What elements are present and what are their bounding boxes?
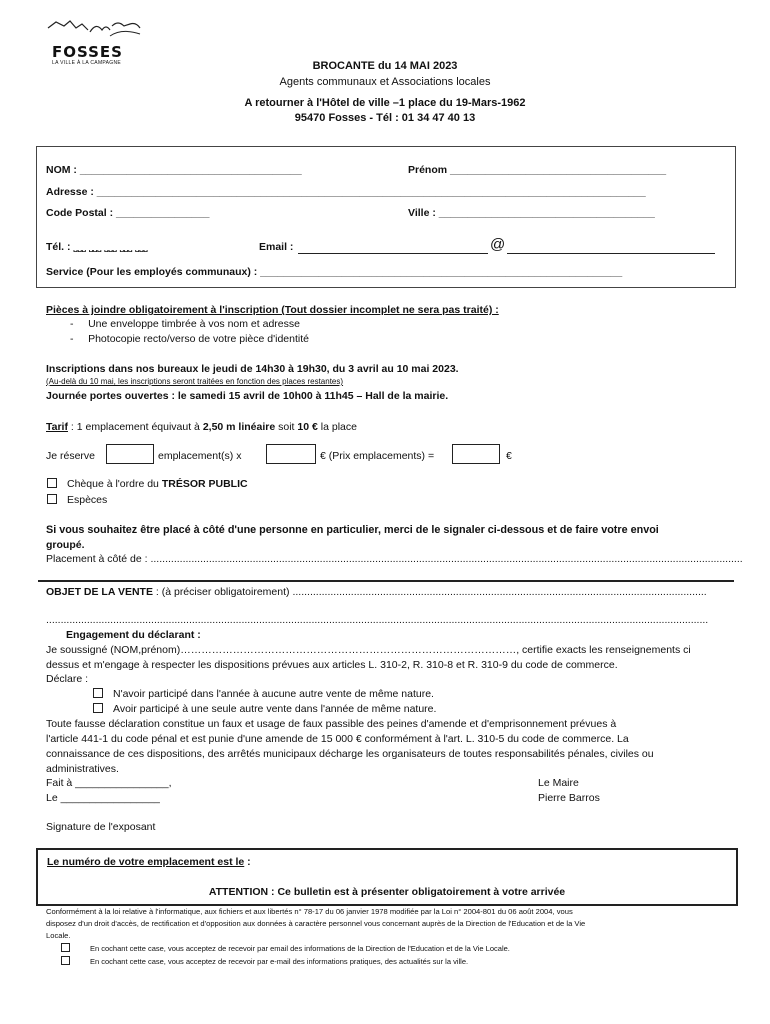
opt2-checkbox[interactable] [93,703,103,713]
code-postal-field[interactable]: Code Postal : ________________ [46,207,210,219]
engagement-p5: l'article 441-1 du code pénal et est punie d'une amende de 15 000 € conformément à l'art. L. 310-5 du code de commerce. La [46,733,629,745]
page-subtitle: Agents communaux et Associations locales [279,76,491,88]
ville-field[interactable]: Ville : _____________________________________ [408,207,655,219]
cheque-checkbox[interactable] [47,478,57,488]
numero-line: Le numéro de votre emplacement est le : [47,856,251,868]
legal-line-1: Conformément à la loi relative à l'informatique, aux fichiers et aux libertés n° 78-17 du 06 janvier 1978 modifiée par la Loi n° 2004-801 du 06 août 2004, vous [46,907,573,916]
prenom-field[interactable]: Prénom _____________________________________ [408,164,667,176]
fait-a-field[interactable]: Fait à ________________, [46,777,172,789]
logo-tagline: LA VILLE À LA CAMPAGNE [52,60,122,66]
objet-dots[interactable]: ................................................................................................................................................................................................................................... [46,614,709,626]
legal-line-2: disposez d'un droit d'accès, de rectification et d'opposition aux données à caractère personnel vous concernant auprès de la Direction de l'Education et de la Vie [46,919,586,928]
logo-name: FOSSES [52,43,123,61]
engagement-p1[interactable]: Je soussigné (NOM,prénom)……………………………………………………………………………………, certifie exacts les renseignements ci [46,644,691,656]
placement-text-2: groupé. [46,539,85,551]
je-reserve-label: Je réserve [46,450,96,462]
especes-checkbox[interactable] [47,494,57,504]
consent-email: En cochant cette case, vous acceptez de recevoir par email des informations de la Direction de l'Education et de la Vie Locale. [61,943,510,953]
nom-field[interactable]: NOM : ______________________________________ [46,164,302,176]
placement-field[interactable]: Placement à côté de : ........................................................................................................................................................................................................... [46,553,743,565]
address-line: 95470 Fosses - Tél : 01 34 47 40 13 [294,112,476,124]
email-domain-line[interactable] [507,253,715,254]
pieces-item-2: - Photocopie recto/verso de votre pièce d'identité [70,333,309,345]
attention-line: ATTENTION : Ce bulletin est à présenter obligatoirement à votre arrivée [208,886,566,898]
consent-email-checkbox[interactable] [61,943,70,952]
engagement-p3: Déclare : [46,673,89,685]
total-input[interactable] [452,444,500,464]
placement-text: Si vous souhaitez être placé à côté d'une personne en particulier, merci de le signaler ci-dessous et de faire votre envoi [46,524,659,536]
return-line: A retourner à l'Hôtel de ville –1 place du 19-Mars-1962 [244,97,526,109]
engagement-p4: Toute fausse déclaration constitue un faux et usage de faux passible des peines d'amende et d'emprisonnement prévues à [46,718,617,730]
portes-ouvertes-line: Journée portes ouvertes : le samedi 15 avril de 10h00 à 11h45 – Hall de la mairie. [46,390,449,402]
engagement-p7: administratives. [46,763,119,775]
engagement-p2: dessus et m'engage à respecter les dispositions prévues aux articles L. 310-2, R. 310-8 et R. 310-9 du code de commerce. [46,659,618,671]
pieces-item-1: - Une enveloppe timbrée à vos nom et adresse [70,318,300,330]
objet-line[interactable]: OBJET DE LA VENTE : (à préciser obligatoirement) .............................................................................................................................................. [46,586,707,598]
signature-label: Signature de l'exposant [46,821,156,833]
euro-label: € [506,450,512,462]
tarif-line: Tarif : 1 emplacement équivaut à 2,50 m linéaire soit 10 € la place [46,421,357,433]
legal-line-3: Locale. [46,931,71,940]
opt1-checkbox[interactable] [93,688,103,698]
page-title: BROCANTE du 14 MAI 2023 [312,60,458,72]
consent-news: En cochant cette case, vous acceptez de recevoir par e-mail des informations pratiques, des actualités sur la ville. [61,956,468,966]
logo-mark-icon [46,18,142,40]
service-field[interactable]: Service (Pour les employés communaux) : ______________________________________________________________ [46,266,623,278]
engagement-heading: Engagement du déclarant : [66,629,201,641]
inscriptions-line: Inscriptions dans nos bureaux le jeudi de 14h30 à 19h30, du 3 avril au 10 mai 2023. [46,363,459,375]
payment-especes: Espèces [47,494,107,506]
payment-cheque: Chèque à l'ordre du TRÉSOR PUBLIC [47,478,248,490]
prix-label: € (Prix emplacements) = [320,450,435,462]
section-divider [38,580,734,582]
tel-field[interactable]: Tél. : ˽˽˽ ˽˽˽ ˽˽˽ ˽˽˽ ˽˽˽ [46,241,148,253]
email-label: Email : [259,241,294,253]
emplacements-count-input[interactable] [106,444,154,464]
date-field[interactable]: Le _________________ [46,792,160,804]
maire-title: Le Maire [538,777,579,789]
pieces-heading: Pièces à joindre obligatoirement à l'inscription (Tout dossier incomplet ne sera pas traité) : [46,304,499,316]
adresse-field[interactable]: Adresse : ______________________________________________________________________________________________ [46,186,646,198]
emplacements-x-label: emplacement(s) x [158,450,242,462]
email-at: @ [490,236,506,253]
engagement-p6: connaissance de ces dispositions, des arrêtés municipaux décharge les organisateurs de toutes responsabilités pénales, civiles ou [46,748,654,760]
engagement-opt2: Avoir participé à une seule autre vente dans l'année de même nature. [93,703,436,715]
prix-unitaire-input[interactable] [266,444,316,464]
inscriptions-note: (Au-delà du 10 mai, les inscriptions seront traitées en fonction des places restantes) [46,377,344,386]
consent-news-checkbox[interactable] [61,956,70,965]
maire-name: Pierre Barros [538,792,600,804]
email-user-line[interactable] [298,253,488,254]
engagement-opt1: N'avoir participé dans l'année à aucune autre vente de même nature. [93,688,434,700]
